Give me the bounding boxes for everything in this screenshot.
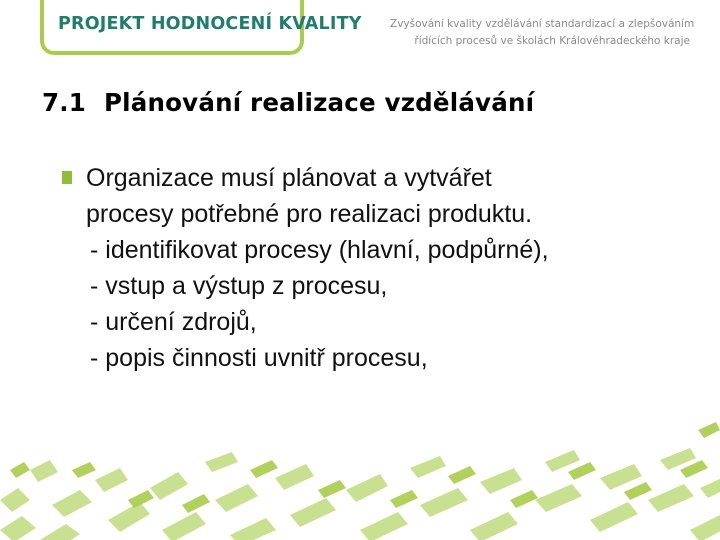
list-item: - popis činnosti uvnitř procesu, [90, 344, 428, 372]
header-tagline [390, 16, 695, 50]
list-item: - identifikovat procesy (hlavní, podpůrné), [90, 236, 549, 264]
title-number: 7.1 [42, 88, 87, 117]
tagline-line-2: řídících procesů ve školách Královéhradeckého kraje [414, 35, 690, 47]
bullet-item [58, 160, 698, 232]
project-logo [40, 0, 362, 55]
list-item: - vstup a výstup z procesu, [90, 272, 388, 300]
square-bullet-icon [62, 171, 72, 184]
bullet-line-2: procesy potřebné pro realizaci produktu. [86, 200, 533, 228]
title-text: Plánování realizace vzdělávání [104, 88, 535, 117]
logo-text: PROJEKT HODNOCENÍ KVALITY [58, 14, 362, 34]
bullet-line-1: Organizace musí plánovat a vytvářet [86, 164, 492, 192]
slide-content [58, 160, 698, 376]
list-item: - určení zdrojů, [90, 308, 257, 336]
slide-title [42, 88, 534, 117]
tagline-line-1: Zvyšování kvality vzdělávání standardizací a zlepšováním [390, 18, 695, 30]
